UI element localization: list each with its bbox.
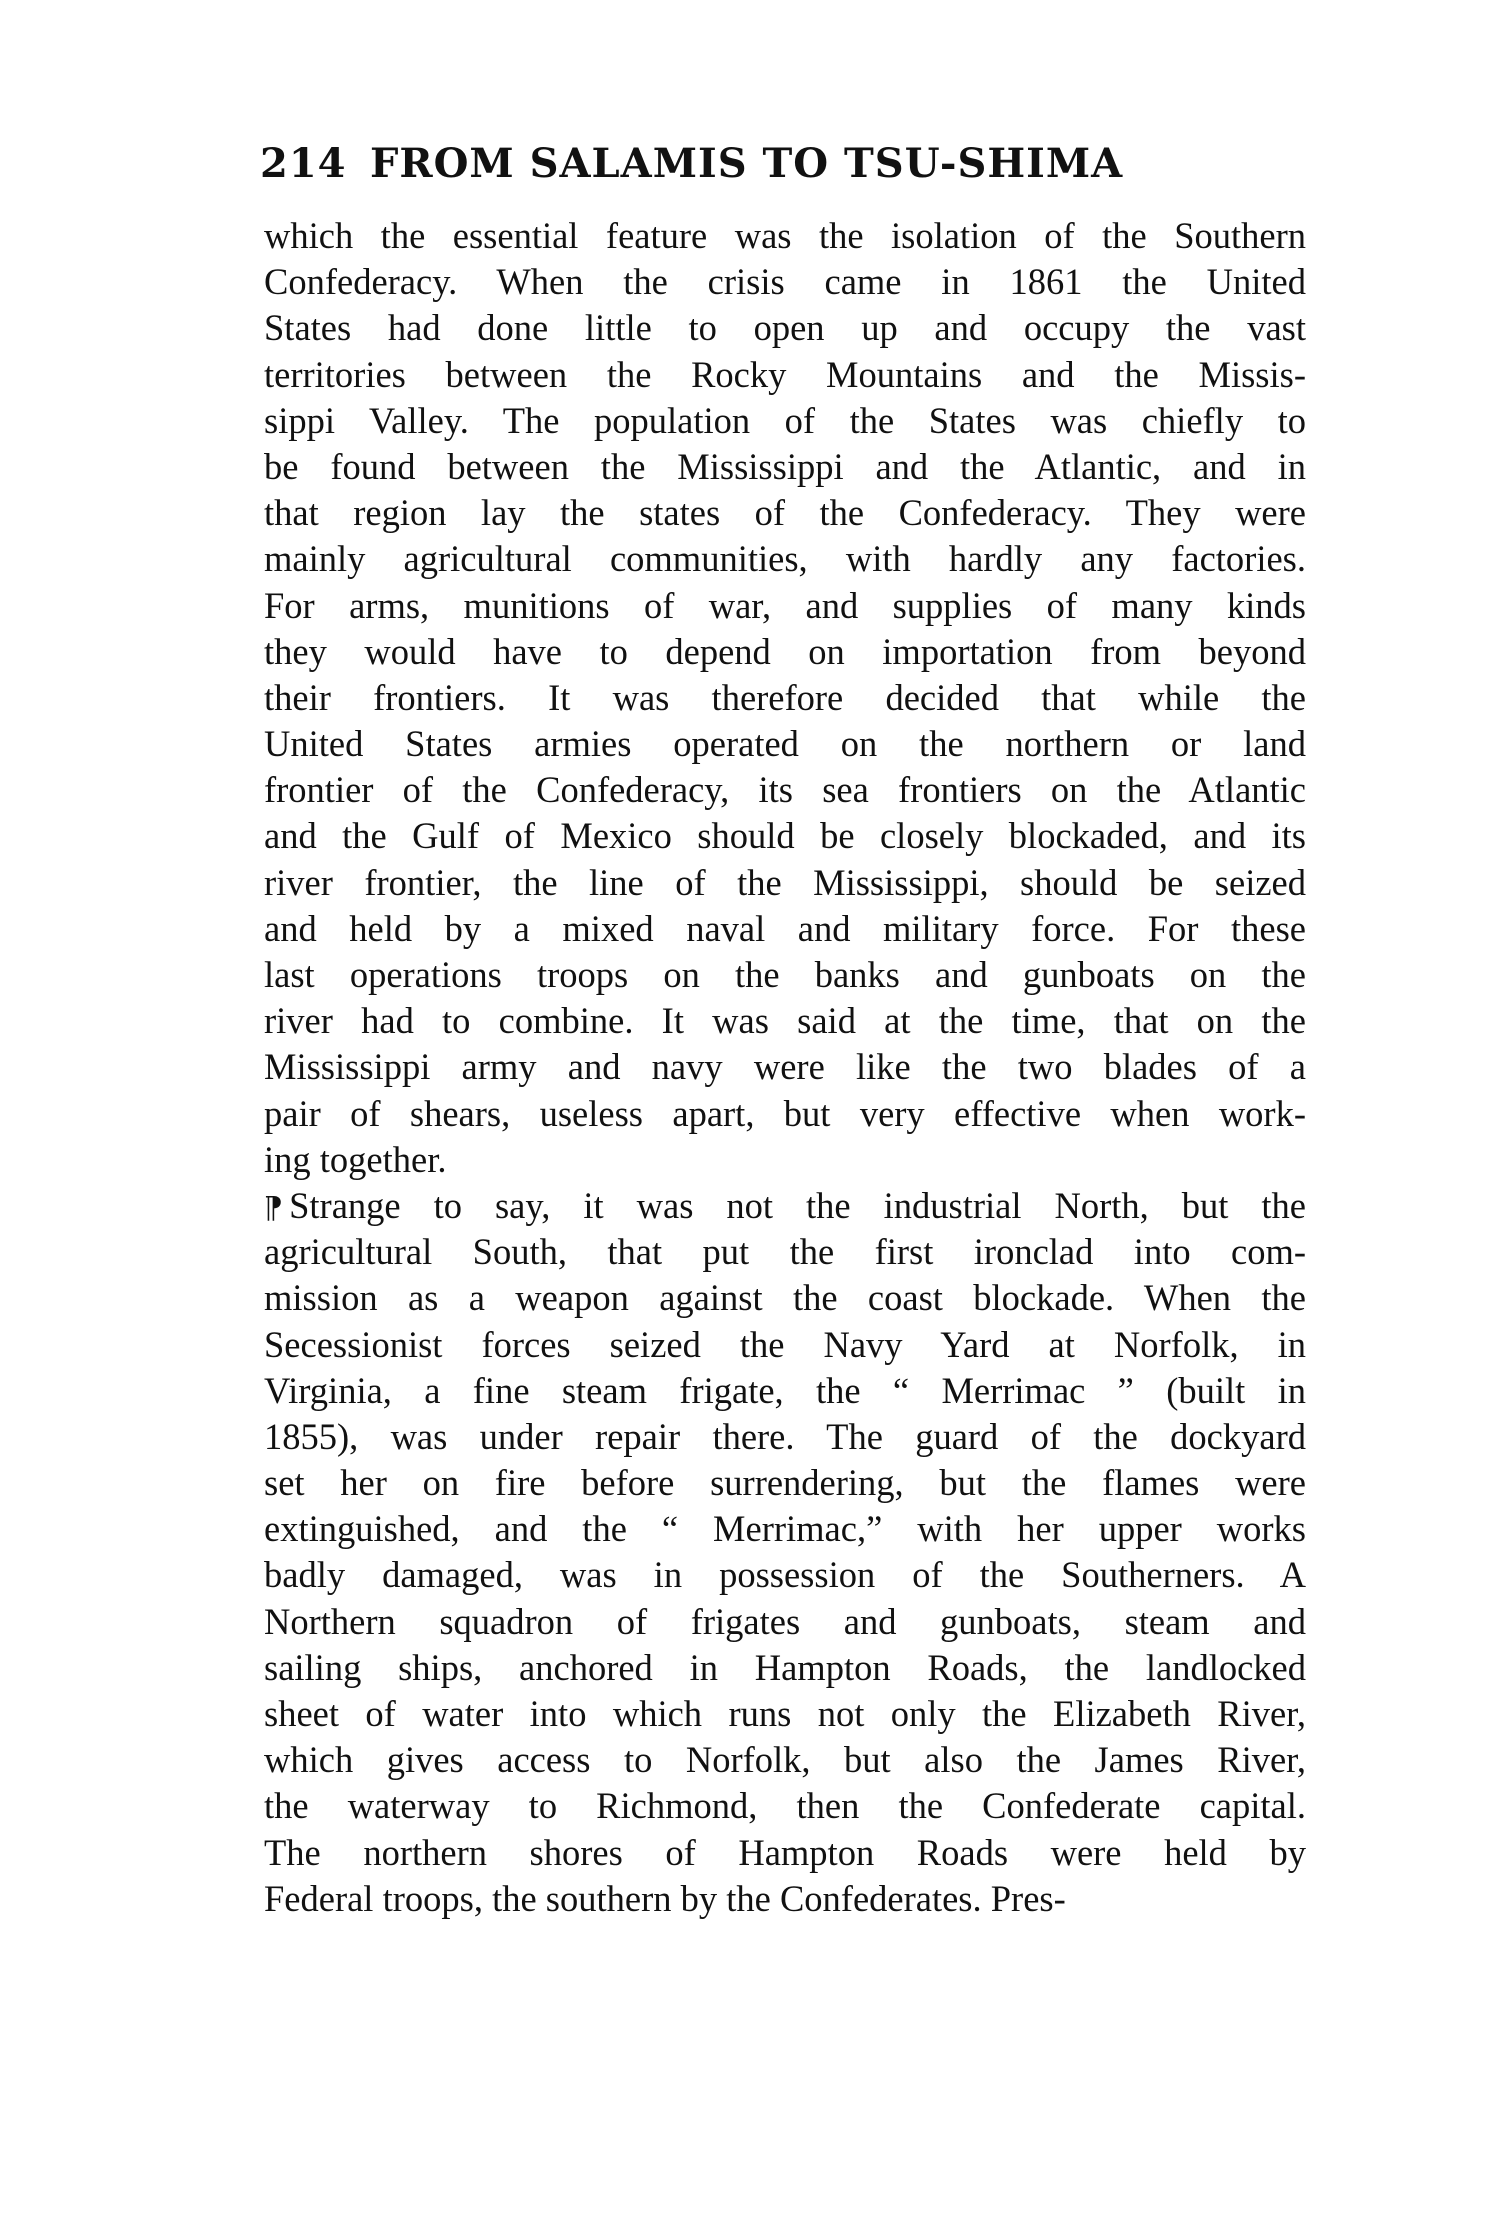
- text-line: [264, 536, 1306, 582]
- paragraph-mark: ⁋: [264, 1191, 284, 1225]
- line-text: river had to combine. It was said at the time, that on the: [264, 1000, 1306, 1042]
- text-line: [264, 767, 1306, 813]
- line-text: mainly agricultural communities, with hardly any factories.: [264, 538, 1306, 580]
- text-line: [264, 998, 1306, 1044]
- page-number: 214: [260, 140, 347, 187]
- line-text: mission as a weapon against the coast blockade. When the: [264, 1277, 1306, 1319]
- line-text: they would have to depend on importation from beyond: [264, 630, 1306, 672]
- text-line: [264, 1691, 1306, 1737]
- line-text: Northern squadron of frigates and gunboats, steam and: [264, 1600, 1306, 1642]
- line-text: frontier of the Confederacy, its sea frontiers on the Atlantic: [264, 769, 1306, 811]
- text-line: [264, 305, 1306, 351]
- text-line: [264, 444, 1306, 490]
- text-line: [264, 1460, 1306, 1506]
- text-line: [264, 1322, 1306, 1368]
- text-line: [264, 675, 1306, 721]
- running-title: FROM SALAMIS TO TSU-SHIMA: [369, 140, 1124, 187]
- line-text: set her on fire before surrendering, but the flames were: [264, 1462, 1306, 1504]
- text-line: [264, 398, 1306, 444]
- text-line: [264, 1275, 1306, 1321]
- line-text: extinguished, and the “ Merrimac,” with her upper works: [264, 1508, 1306, 1550]
- text-line: [264, 721, 1306, 767]
- text-line: [264, 259, 1306, 305]
- line-text: the waterway to Richmond, then the Confederate capital.: [264, 1785, 1306, 1827]
- line-text: which the essential feature was the isolation of the Southern: [264, 215, 1306, 256]
- text-line: [264, 1368, 1306, 1414]
- text-line: [264, 629, 1306, 675]
- text-line: [264, 1137, 1306, 1183]
- text-line: [264, 1552, 1306, 1598]
- line-text: and the Gulf of Mexico should be closely blockaded, and its: [264, 815, 1306, 857]
- text-line: [264, 906, 1306, 952]
- paragraph-1: [264, 213, 1306, 1183]
- text-line: [264, 490, 1306, 536]
- text-line: [264, 213, 1306, 259]
- line-text: Virginia, a fine steam frigate, the “ Merrimac ” (built in: [264, 1369, 1306, 1411]
- text-line: [264, 1783, 1306, 1829]
- line-text: be found between the Mississippi and the Atlantic, and in: [264, 445, 1306, 487]
- line-text: For arms, munitions of war, and supplies of many kinds: [264, 584, 1306, 626]
- line-text: Strange to say, it was not the industrial North, but the: [289, 1184, 1306, 1226]
- line-text: agricultural South, that put the first ironclad into com-: [264, 1231, 1306, 1273]
- text-line: [264, 1414, 1306, 1460]
- line-text: Secessionist forces seized the Navy Yard at Norfolk, in: [264, 1323, 1306, 1365]
- text-line: [264, 813, 1306, 859]
- line-text: Confederacy. When the crisis came in 1861 the United: [264, 261, 1306, 303]
- text-line: [264, 1599, 1306, 1645]
- line-text: and held by a mixed naval and military force. For these: [264, 907, 1306, 949]
- line-text: sippi Valley. The population of the States was chiefly to: [264, 399, 1306, 441]
- text-line: [264, 583, 1306, 629]
- text-line: [264, 1183, 1306, 1229]
- text-line: [264, 952, 1306, 998]
- line-text: United States armies operated on the northern or land: [264, 723, 1306, 765]
- text-line: [264, 1876, 1306, 1922]
- text-line: [264, 1830, 1306, 1876]
- line-text: 1855), was under repair there. The guard of the dockyard: [264, 1415, 1306, 1457]
- text-line: [264, 1737, 1306, 1783]
- page-header: [260, 140, 1160, 200]
- line-text: last operations troops on the banks and gunboats on the: [264, 954, 1306, 995]
- body-text: [264, 213, 1306, 1922]
- line-text: The northern shores of Hampton Roads were held by: [264, 1831, 1306, 1873]
- text-line: [264, 1044, 1306, 1090]
- paragraph-2: [264, 1183, 1306, 1922]
- text-line: [264, 1091, 1306, 1137]
- line-text: sheet of water into which runs not only the Elizabeth River,: [264, 1693, 1306, 1734]
- line-text: pair of shears, useless apart, but very effective when work-: [264, 1092, 1306, 1134]
- line-text: Mississippi army and navy were like the two blades of a: [264, 1046, 1306, 1088]
- text-line: [264, 352, 1306, 398]
- text-line: [264, 1506, 1306, 1552]
- line-text: Federal troops, the southern by the Confederates. Pres-: [264, 1877, 1066, 1919]
- line-text: sailing ships, anchored in Hampton Roads, the landlocked: [264, 1646, 1306, 1688]
- text-line: [264, 1229, 1306, 1275]
- line-text: that region lay the states of the Confederacy. They were: [264, 492, 1306, 534]
- line-text: badly damaged, was in possession of the Southerners. A: [264, 1554, 1306, 1596]
- text-line: [264, 860, 1306, 906]
- line-text: which gives access to Norfolk, but also the James River,: [264, 1739, 1306, 1781]
- text-line: [264, 1645, 1306, 1691]
- line-text: ing together.: [264, 1138, 447, 1180]
- line-text: territories between the Rocky Mountains and the Missis-: [264, 353, 1306, 395]
- line-text: river frontier, the line of the Mississippi, should be seized: [264, 861, 1306, 903]
- line-text: States had done little to open up and occupy the vast: [264, 307, 1306, 349]
- line-text: their frontiers. It was therefore decided that while the: [264, 676, 1306, 718]
